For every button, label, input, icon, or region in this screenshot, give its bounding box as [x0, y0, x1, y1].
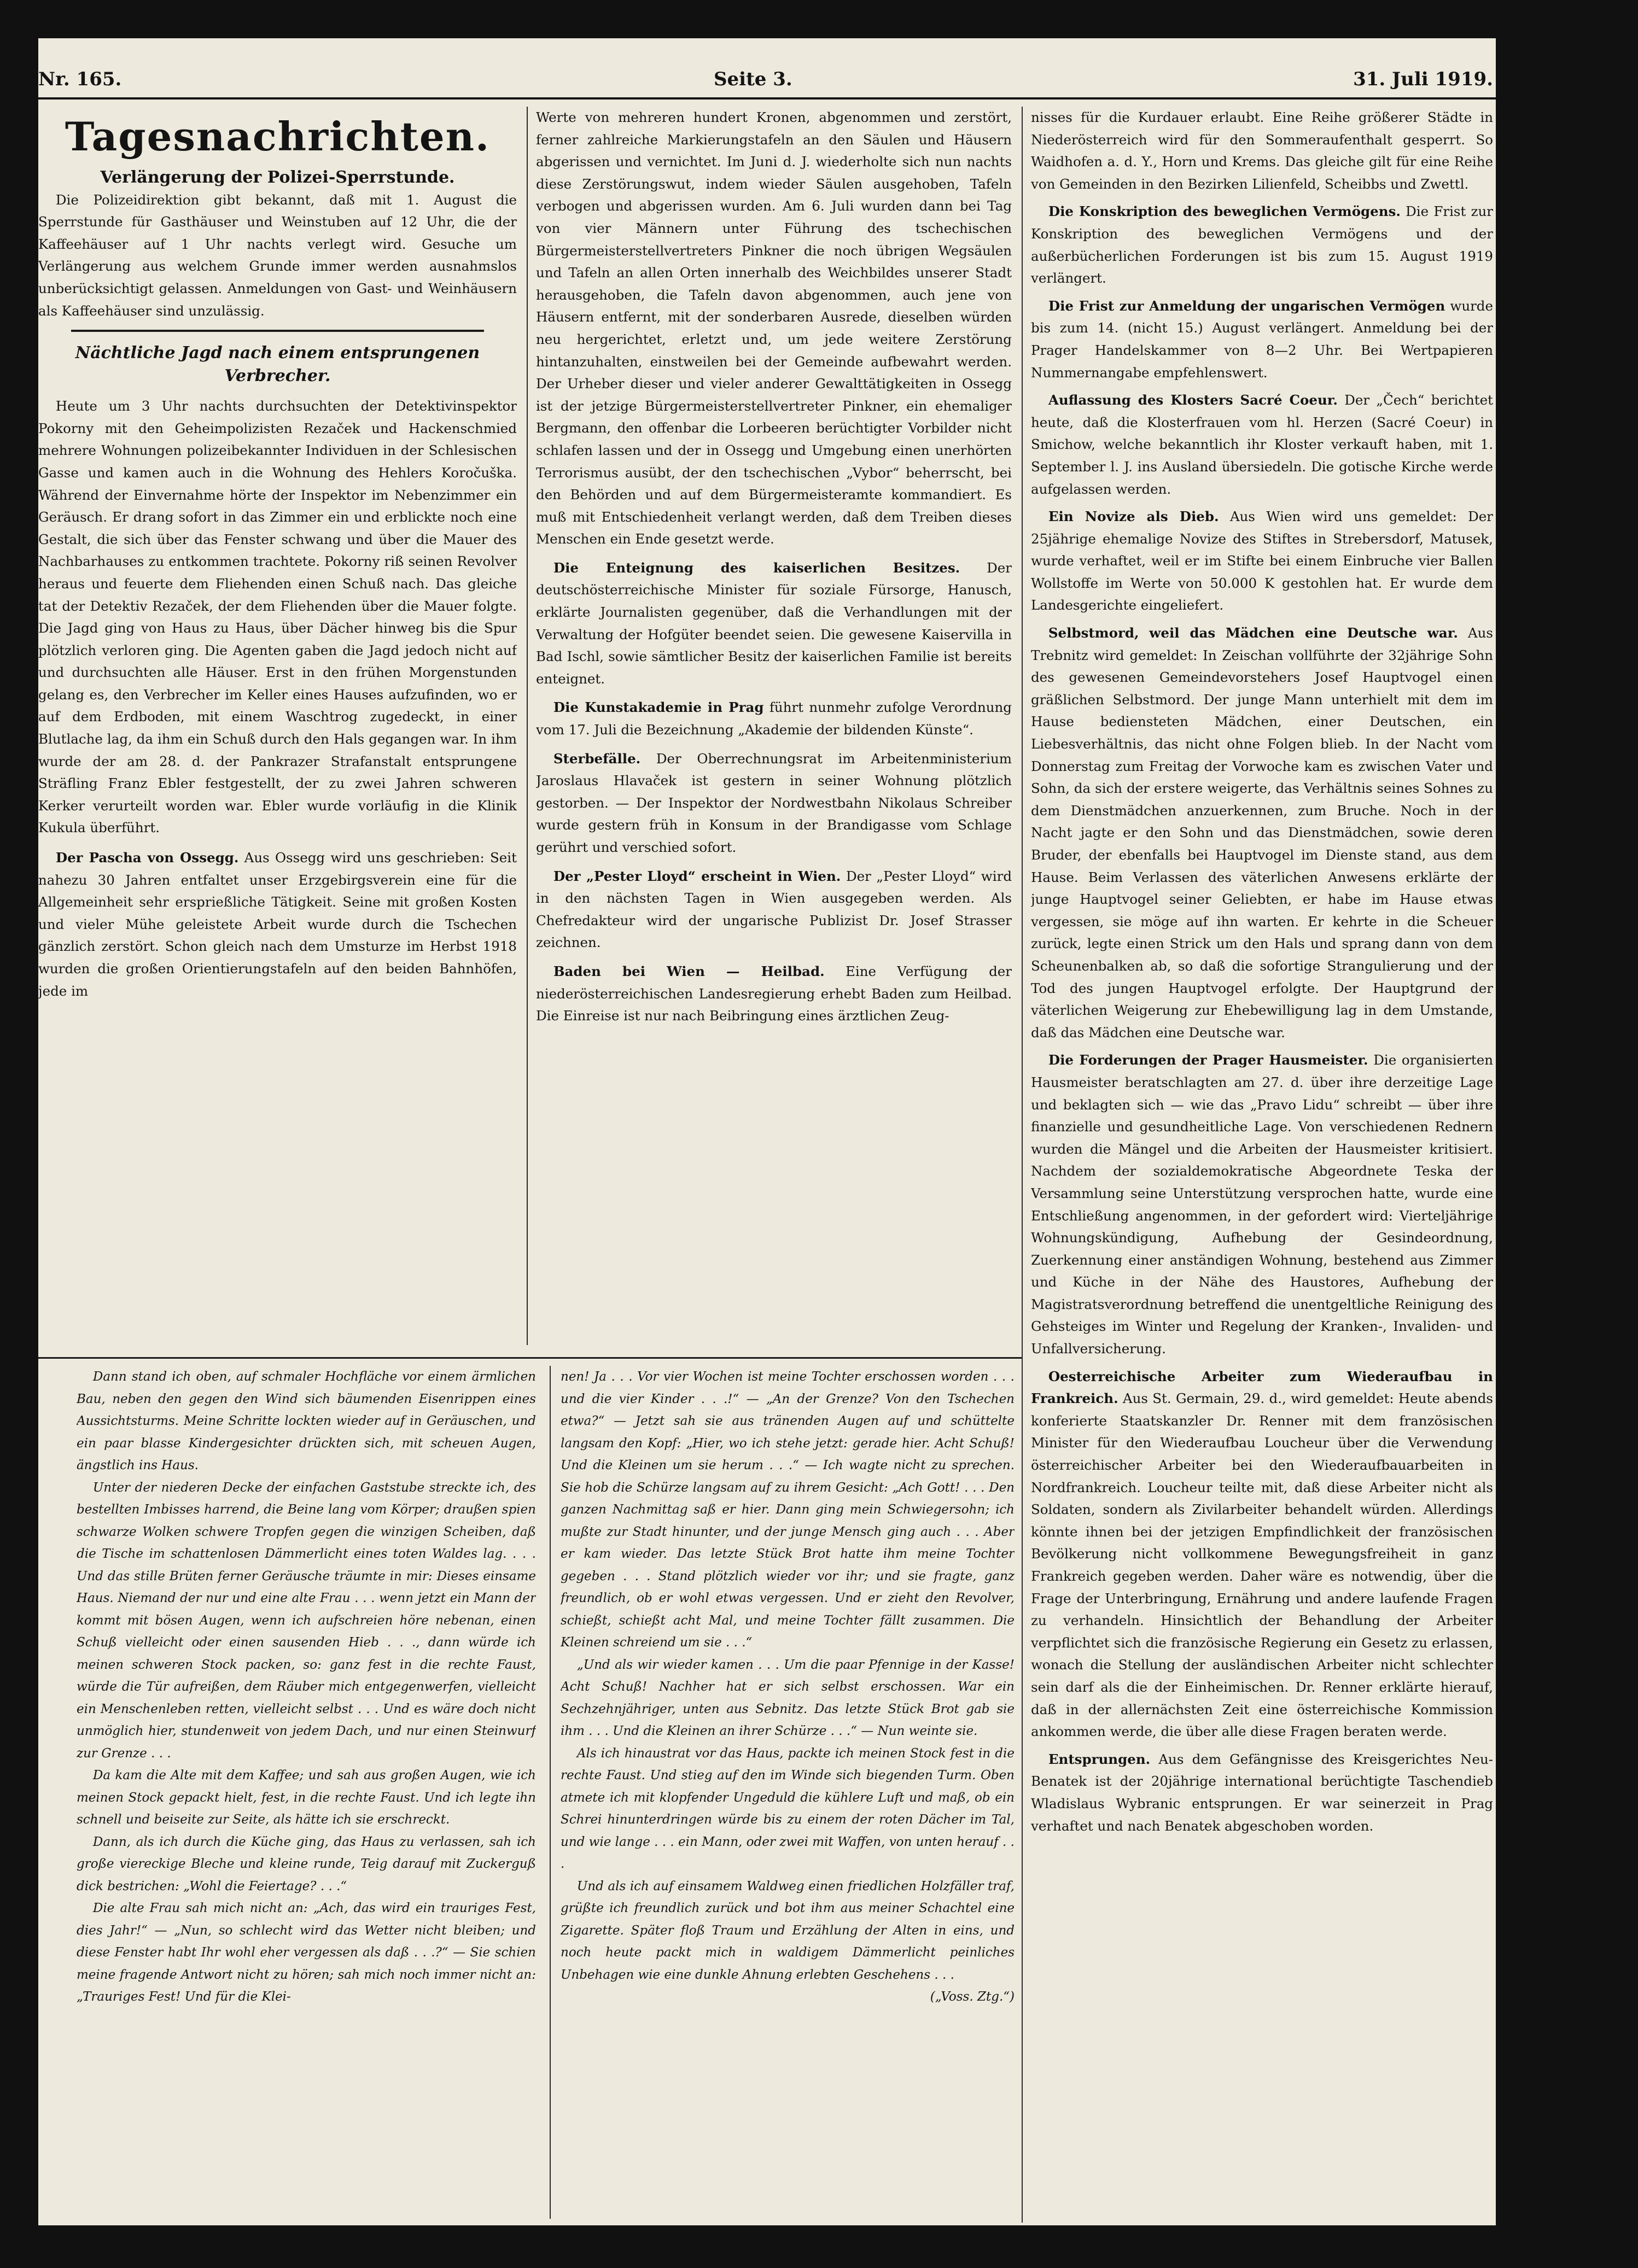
feuilleton-paragraph: Unter der niederen Decke der einfachen Gaststube streckte ich, des bestellten Imbisses harrend, die Beine lang vom Körper; draußen spien schwarze Wolken schwere Tropfen gegen die winzigen Scheiben, daß die Tische im schattenlosen Dämmerlicht eines toten Waldes lag. . . . Und das stille Brüten ferner Geräusche träumte in mir: Dieses einsame Haus. Niemand der nur und eine alte Frau . . . wenn jetzt ein Mann der kommt mit bösen Augen, wenn ich aufschreien höre nebenan, einen Schuß vielleicht oder einen sausenden Hieb . . ., dann würde ich meinen schweren Stock packen, so: ganz fest in die rechte Faust, würde die Tür aufreißen, dem Räuber mich entgegenwerfen, vielleicht ein Menschenleben retten, vielleicht selbst . . . Und es wäre doch nicht unmöglich hier, stundenweit von jedem Dach, und nur einen Steinwurf zur Grenze . . .	[77, 1480, 536, 1761]
article-kicker: Die Konskription des beweglichen Vermögens.	[1048, 203, 1401, 220]
column-divider	[1022, 107, 1023, 2223]
article-body: Aus dem Gefängnisse des Kreisgerichtes Neu-Benatek ist der 20jährige international berüchtigte Taschendieb Wladislaus Wybranic entsprungen. Er war seinerzeit in Prag verhaftet und nach Benatek abgeschoben worden.	[1031, 1751, 1493, 1834]
feuilleton-paragraph: Die alte Frau sah mich nicht an: „Ach, das wird ein trauriges Fest, dies Jahr!“ — „Nun, so schlecht wird das Wetter nicht bleiben; und diese Fenster habt Ihr wohl eher vergessen als daß . . .?“ — Sie schien meine fragende Antwort nicht zu hören; sah mich noch immer nicht an: „Trauriges Fest! Und für die Klei-	[77, 1901, 536, 2004]
article-body: wurde bis zum 14. (nicht 15.) August verlängert. Anmeldung bei der Prager Handelskammer von 8—2 Uhr. Bei Wertpapieren Nummernangabe empfehlenswert.	[1031, 297, 1493, 381]
page-number: Seite 3.	[714, 68, 792, 90]
article-heading: Verlängerung der Polizei-Sperrstunde.	[100, 168, 455, 187]
feuilleton-paragraph: Und als ich auf einsamem Waldweg einen friedlichen Holzfäller traf, grüßte ich freundlich zurück und bot ihm aus meiner Schachtel eine Zigarette. Später floß Traum und Erzählung der Alten in eins, und noch heute packt mich in waldigem Dämmerlicht peinliches Unbehagen wie eine dunkle Ahnung erlebten Geschehens . . .	[561, 1879, 1015, 1982]
column-1	[38, 107, 517, 1345]
issue-number: Nr. 165.	[38, 68, 122, 90]
feuilleton-column-2	[561, 1366, 1015, 2219]
article-body: führt nunmehr zufolge Verordnung vom 17. Juli die Bezeichnung „Akademie der bildenden Künste“.	[536, 699, 1012, 738]
column-divider	[550, 1366, 551, 2219]
separator	[71, 330, 484, 332]
article-kicker: Entsprungen.	[1048, 1751, 1151, 1767]
article-kicker: Baden bei Wien — Heilbad.	[553, 963, 825, 979]
newspaper-page	[38, 38, 1496, 2225]
article-body: Eine Verfügung der niederösterreichischen Landesregierung erhebt Baden zum Heilbad. Die Einreise ist nur nach Beibringung eines ärztlichen Zeug-	[536, 963, 1012, 1024]
article-kicker: Die Forderungen der Prager Hausmeister.	[1048, 1052, 1368, 1068]
article-body: Der „Pester Lloyd“ wird in den nächsten Tagen in Wien ausgegeben werden. Als Chefredakteur wird der ungarische Publizist Dr. Josef Strasser zeichnen.	[536, 868, 1012, 951]
feuilleton-source: („Voss. Ztg.“)	[930, 1990, 1015, 2004]
article-kicker: Sterbefälle.	[553, 750, 641, 767]
feuilleton-paragraph: „Und als wir wieder kamen . . . Um die paar Pfennige in der Kasse! Acht Schuß! Nachher hat er sich selbst erschossen. War ein Sechzehnjähriger, unten aus Sebnitz. Das letzte Stück Brot gab sie ihm . . . Und die Kleinen an ihrer Schürze . . .“ — Nun weinte sie.	[561, 1657, 1015, 1738]
article-kicker: Auflassung des Klosters Sacré Coeur.	[1048, 392, 1338, 408]
article-kicker: Die Enteignung des kaiserlichen Besitzes.	[553, 559, 960, 576]
column-divider	[527, 107, 528, 1345]
article-body: nisses für die Kurdauer erlaubt. Eine Reihe größerer Städte in Niederösterreich wird für den Sommeraufenthalt gesperrt. So Waidhofen a. d. Y., Horn und Krems. Das gleiche gilt für eine Reihe von Gemeinden in den Bezirken Lilienfeld, Scheibbs und Zwettl.	[1031, 109, 1493, 192]
feuilleton-paragraph: Da kam die Alte mit dem Kaffee; und sah aus großen Augen, wie ich meinen Stock gepackt hielt, fest, in die rechte Faust. Und ich legte ihn schnell und beiseite zur Seite, als hätte ich sie erschreckt.	[77, 1768, 536, 1827]
article-kicker: Oesterreichische Arbeiter zum Wiederaufbau in Frankreich.	[1031, 1368, 1493, 1407]
feuilleton-column-1	[77, 1366, 536, 2219]
feuilleton-rule	[38, 1357, 1022, 1359]
article-body: Werte von mehreren hundert Kronen, abgenommen und zerstört, ferner zahlreiche Markierungstafeln an den Säulen und Häusern abgerissen und vernichtet. Im Juni d. J. wiederholte sich nun nachts diese Zerstörungswut, indem wieder Säulen ausgehoben, Tafeln verbogen und abgerissen wurden. Am 6. Juli wurden dann bei Tag von vier Männern unter Führung des tschechischen Bürgermeisterstellvertreters Pinkner die noch übrigen Wegsäulen und Tafeln an allen Orten innerhalb des Weichbildes unserer Stadt herausgehoben, die Tafeln davon abgenommen, auch jene von Häusern entfernt, mit der sonderbaren Ausrede, dieselben würden neu hergerichtet, erletzt und, um jede weitere Zerstörung hintanzuhalten, einstweilen bei der Gemeinde aufbewahrt werden. Der Urheber dieser und vieler anderer Gewalttätigkeiten in Ossegg ist der jetzige Bürgermeisterstellvertreter Pinkner, ein ehemaliger Bergmann, den offenbar die Lorbeeren berüchtigter Vorbilder nicht schlafen lassen und der in Ossegg und Umgebung einen unerhörten Terrorismus ausübt, der den tschechischen „Vybor“ beherrscht, bei den Behörden und auf dem Bürgermeisteramte kommandiert. Es muß mit Entschiedenheit verlangt werden, daß dem Treiben dieses Menschen ein Ende gesetzt werde.	[536, 109, 1012, 547]
header-rule	[38, 97, 1496, 100]
page-header	[38, 68, 1496, 101]
article-body: Aus Trebnitz wird gemeldet: In Zeischan vollführte der 32jährige Sohn des gewesenen Gemeindevorstehers Josef Hauptvogel einen gräßlichen Selbstmord. Der junge Mann unterhielt mit dem im Hause bediensteten Mädchen, einer Deutschen, ein Liebesverhältnis, das nicht ohne Folgen blieb. In der Nacht vom Donnerstag zum Freitag der Vorwoche kam es zwischen Vater und Sohn, da sich der erstere weigerte, das Verhältnis seines Sohnes zu dem Dienstmädchen anzuerkennen, zum Bruche. Noch in der Nacht jagte er den Sohn und das Dienstmädchen, sowie deren Bruder, der ebenfalls bei Hauptvogel im Dienste stand, aus dem Hause. Beim Verlassen des väterlichen Anwesens erklärte der junge Hauptvogel seiner Geliebten, er habe im Hause etwas vergessen, sie möge auf ihn warten. Er kehrte in die Scheuer zurück, legte einen Strick um den Hals und sprang dann von dem Scheunenbalken ab, so daß die sofortige Strangulierung und der Tod des jungen Hauptvogel erfolgte. Der Hauptgrund der väterlichen Weigerung zur Ehebewilligung lag in dem Umstande, daß das Mädchen eine Deutsche war.	[1031, 625, 1493, 1041]
article-body: Die organisierten Hausmeister beratschlagten am 27. d. über ihre derzeitige Lage und beklagten sich — wie das „Pravo Lidu“ schreibt — über ihre finanzielle und gesundheitliche Lage. Von verschiedenen Rednern wurden die Mängel und die Arbeiten der Hausmeister kritisiert. Nachdem der sozialdemokratische Abgeordnete Teska der Versammlung seine Unterstützung versprochen hatte, wurde eine Entschließung angenommen, in der gefordert wird: Vierteljährige Wohnungskündigung, Aufhebung der Gesindeordnung, Zuerkennung einer anständigen Wohnung, bestehend aus Zimmer und Küche in der Nähe des Haustores, Aufhebung der Magistratsverordnung betreffend die unentgeltliche Reinigung des Gehsteiges im Winter und Regelung der Kranken-, Invaliden- und Unfallversicherung.	[1031, 1052, 1493, 1357]
section-title: Tagesnachrichten.	[65, 113, 491, 160]
article-kicker: Die Kunstakademie in Prag	[553, 699, 764, 716]
article-kicker: Der „Pester Lloyd“ erscheint in Wien.	[553, 868, 841, 884]
feuilleton-paragraph: Dann, als ich durch die Küche ging, das Haus zu verlassen, sah ich große viereckige Bleche und kleine runde, Teig darauf mit Zuckerguß dick bestrichen: „Wohl die Feiertage? . . .“	[77, 1834, 536, 1893]
feuilleton-paragraph: Als ich hinaustrat vor das Haus, packte ich meinen Stock fest in die rechte Faust. Und stieg auf den im Winde sich biegenden Turm. Oben atmete ich mit klopfender Ungeduld die kühlere Luft und maß, ob ein Schrei hinunterdringen würde bis zu einem der roten Dächer im Tal, und wie lange . . . ein Mann, oder zwei mit Waffen, von unten herauf . . .	[561, 1746, 1015, 1871]
article-body: Aus Wien wird uns gemeldet: Der 25jährige ehemalige Novize des Stiftes in Strebersdorf, Matusek, wurde verhaftet, weil er im Stifte bei einem Einbruche vier Ballen Wollstoffe im Werte von 50.000 K gestohlen hat. Er wurde dem Landesgerichte eingeliefert.	[1031, 508, 1493, 613]
article-body: Aus St. Germain, 29. d., wird gemeldet: Heute abends konferierte Staatskanzler Dr. Renner mit dem französischen Minister für den Wiederaufbau Loucheur über die Verwendung österreichischer Arbeiter bei den Wiederaufbauarbeiten in Nordfrankreich. Loucheur teilte mit, daß diese Arbeiter nicht als Soldaten, sondern als Zivilarbeiter behandelt würden. Allerdings könnte ihnen bei der jetzigen Empfindlichkeit der französischen Bevölkerung nicht vollkommene Bewegungsfreiheit in ganz Frankreich gegeben werden. Daher wäre es notwendig, über die Frage der Unterbringung, Ernährung und andere laufende Fragen zu verhandeln. Hinsichtlich der Behandlung der Arbeiter verpflichtet sich die französische Regierung ein Gesetz zu erlassen, wonach die Stellung der ausländischen Arbeiter nicht schlechter sein darf als die der Einheimischen. Dr. Renner erklärte hierauf, daß in der allernächsten Zeit eine österreichische Kommission ankommen werde, die über alle diese Fragen beraten werde.	[1031, 1390, 1493, 1740]
column-2	[536, 107, 1012, 1345]
column-3	[1031, 107, 1493, 2223]
article-kicker: Der Pascha von Ossegg.	[55, 850, 239, 866]
article-body: Der „Čech“ berichtet heute, daß die Klosterfrauen vom hl. Herzen (Sacré Coeur) in Smichow, welche bekanntlich ihr Kloster verkauft haben, mit 1. September l. J. ins Ausland übersiedeln. Die gotische Kirche werde aufgelassen werden.	[1031, 392, 1493, 497]
article-body: Der deutschösterreichische Minister für soziale Fürsorge, Hanusch, erklärte Journalisten gegenüber, daß die Verhandlungen mit der Verwaltung der Hofgüter beendet seien. Die gewesene Kaiservilla in Bad Ischl, sowie sämtlicher Besitz der kaiserlichen Familie ist bereits enteignet.	[536, 559, 1012, 687]
article-body: Die Frist zur Konskription des beweglichen Vermögens und der außerbücherlichen Forderungen ist bis zum 15. August 1919 verlängert.	[1031, 203, 1493, 287]
feuilleton-paragraph: nen! Ja . . . Vor vier Wochen ist meine Tochter erschossen worden . . . und die vier Kinder . . .!“ — „An der Grenze? Von den Tschechen etwa?“ — Jetzt sah sie aus tränenden Augen auf und schüttelte langsam den Kopf: „Hier, wo ich stehe jetzt: gerade hier. Acht Schuß! Und die Kleinen um sie herum . . .“ — Ich wagte nicht zu sprechen. Sie hob die Schürze langsam auf zu ihrem Gesicht: „Ach Gott! . . . Den ganzen Nachmittag saß er hier. Dann ging mein Schwiegersohn; ich mußte zur Stadt hinunter, und der junge Mensch ging auch . . . Aber er kam wieder. Das letzte Stück Brot hatte ihm meine Tochter gegeben . . . Stand plötzlich wieder vor ihr; und sie fragte, ganz freundlich, ob er wohl etwas vergessen. Und er zieht den Revolver, schießt, schießt acht Mal, und meine Tochter fällt zusammen. Die Kleinen schreiend um sie . . .“	[561, 1370, 1015, 1650]
article-body: Aus Ossegg wird uns geschrieben: Seit nahezu 30 Jahren entfaltet unser Erzgebirgsverein eine für die Allgemeinheit sehr ersprießliche Tätigkeit. Seine mit großen Kosten und vieler Mühe geleistete Arbeit wurde durch die Tschechen gänzlich zerstört. Schon gleich nach dem Umsturze im Herbst 1918 wurden die großen Orientierungstafeln auf den beiden Bahnhöfen, jede im	[38, 850, 517, 999]
article-heading: Nächtliche Jagd nach einem entsprungenen Verbrecher.	[75, 343, 480, 386]
issue-date: 31. Juli 1919.	[1353, 68, 1493, 90]
article-body: Der Oberrechnungsrat im Arbeitenministerium Jaroslaus Hlavaček ist gestern in seiner Wohnung plötzlich gestorben. — Der Inspektor der Nordwestbahn Nikolaus Schreiber wurde gestern früh in Konsum in der Brandigasse vom Schlage gerührt und verschied sofort.	[536, 750, 1012, 855]
feuilleton-paragraph: Dann stand ich oben, auf schmaler Hochfläche vor einem ärmlichen Bau, neben den gegen den Wind sich bäumenden Eisenrippen eines Aussichtsturms. Meine Schritte lockten wieder auf in Geräuschen, und ein paar blasse Kindergesichter drückten sich, mit scheuen Augen, ängstlich ins Haus.	[77, 1370, 536, 1472]
article-kicker: Selbstmord, weil das Mädchen eine Deutsche war.	[1048, 625, 1458, 641]
article-kicker: Die Frist zur Anmeldung der ungarischen Vermögen	[1048, 297, 1445, 314]
article-body: Heute um 3 Uhr nachts durchsuchten der Detektivinspektor Pokorny mit den Geheimpolizisten Rezaček und Hackenschmied mehrere Wohnungen polizeibekannter Individuen in der Schlesischen Gasse und kamen auch in die Wohnung des Hehlers Koročuška. Während der Einvernahme hörte der Inspektor im Nebenzimmer ein Geräusch. Er drang sofort in das Zimmer ein und erblickte noch eine Gestalt, die sich über das Fenster schwang und über die Mauer des Nachbarhauses zu entkommen trachtete. Pokorny riß seinen Revolver heraus und feuerte dem Fliehenden einen Schuß nach. Das gleiche tat der Detektiv Rezaček, der dem Fliehenden über die Mauer folgte. Die Jagd ging von Haus zu Haus, über Dächer hinweg bis die Spur plötzlich verloren ging. Die Agenten gaben die Jagd jedoch nicht auf und durchsuchten alle Häuser. Erst in den frühen Morgenstunden gelang es, den Verbrecher im Keller eines Hauses aufzufinden, wo er auf dem Erdboden, mit einem Waschtrog zugedeckt, in einer Blutlache lag, da ihm ein Schuß durch den Hals gegangen war. In ihm wurde der am 28. d. der Pankrazer Strafanstalt entsprungene Sträfling Franz Ebler festgestellt, der zu zwei Jahren schweren Kerker verurteilt worden war. Ebler wurde vorläufig in die Klinik Kukula überführt.	[38, 398, 517, 836]
article-body: Die Polizeidirektion gibt bekannt, daß mit 1. August die Sperrstunde für Gasthäuser und Weinstuben auf 12 Uhr, die der Kaffeehäuser auf 1 Uhr nachts verlegt wird. Gesuche um Verlängerung aus welchem Grunde immer werden ausnahmslos unberücksichtigt gelassen. Anmeldungen von Gast- und Weinhäusern als Kaffeehäuser sind unzulässig.	[38, 191, 517, 319]
article-kicker: Ein Novize als Dieb.	[1048, 508, 1219, 525]
